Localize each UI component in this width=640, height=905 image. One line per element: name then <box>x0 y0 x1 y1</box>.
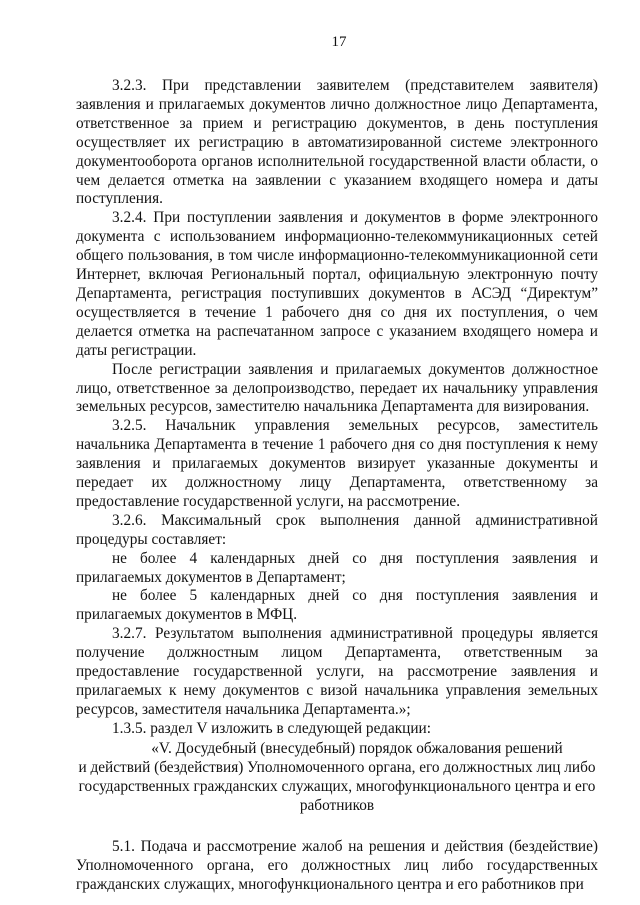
paragraph-3-2-7: 3.2.7. Результатом выполнения административной процедуры является получение должностным лицом Департамента, ответственным за предоставление государственной услуги, на рассмотрение заявления и прилагаемых к нему документов с визой начальника управления земельных ресурсов, заместителя начальника Департамента.»; <box>76 625 598 718</box>
section-heading-line-1: «V. Досудебный (внесудебный) порядок обжалования решений <box>151 739 563 757</box>
paragraph-after-registration: После регистрации заявления и прилагаемых документов должностное лицо, ответственное за делопроизводство, передает их начальнику управления земельных ресурсов, заместителю начальника Департамента для визирования. <box>76 360 598 416</box>
section-spacer <box>76 815 598 838</box>
paragraph-term-mfc: не более 5 календарных дней со дня поступления заявления и прилагаемых документов в МФЦ. <box>76 587 598 624</box>
paragraph-3-2-4: 3.2.4. При поступлении заявления и документов в форме электронного документа с использованием информационно-телекоммуникационных сетей общего пользования, в том числе информационно-телекоммуникационной сети Интернет, включая Региональный портал, официальную электронную почту Департамента, регистрация поступивших документов в АСЭД “Директум” осуществляется в течение 1 рабочего дня со дня их поступления, о чем делается отметка на распечатанном запросе с указанием входящего номера и даты регистрации. <box>76 209 598 359</box>
paragraph-term-department: не более 4 календарных дней со дня поступления заявления и прилагаемых документов в Департамент; <box>76 549 598 586</box>
paragraph-3-2-3: 3.2.3. При представлении заявителем (представителем заявителя) заявления и прилагаемых документов лично должностное лицо Департамента, ответственное за прием и регистрацию документов, в день поступления осуществляет их регистрацию в автоматизированной системе электронного документооборота органов исполнительной государственной власти области, о чем делается отметка на заявлении с указанием входящего номера и даты поступления. <box>76 77 598 208</box>
paragraph-3-2-5: 3.2.5. Начальник управления земельных ресурсов, заместитель начальника Департамента в течение 1 рабочего дня со дня поступления к нему заявления и прилагаемых документов визирует указанные документы и передает их должностному лицу Департамента, ответственному за предоставление государственной услуги, на рассмотрение. <box>76 417 598 510</box>
paragraph-1-3-5: 1.3.5. раздел V изложить в следующей редакции: <box>112 719 431 737</box>
paragraph-3-2-6: 3.2.6. Максимальный срок выполнения данной административной процедуры составляет: <box>76 511 598 548</box>
page-number: 17 <box>331 34 347 50</box>
section-heading-line-2: и действий (бездействия) Уполномоченного органа, его должностных лиц либо государственных гражданских служащих, многофункционального центра и его работников <box>78 758 596 814</box>
paragraph-5-1: 5.1. Подача и рассмотрение жалоб на решения и действия (бездействие) Уполномоченного органа, его должностных лиц либо государственных гражданских служащих, многофункционального центра и его работников при <box>76 837 598 893</box>
